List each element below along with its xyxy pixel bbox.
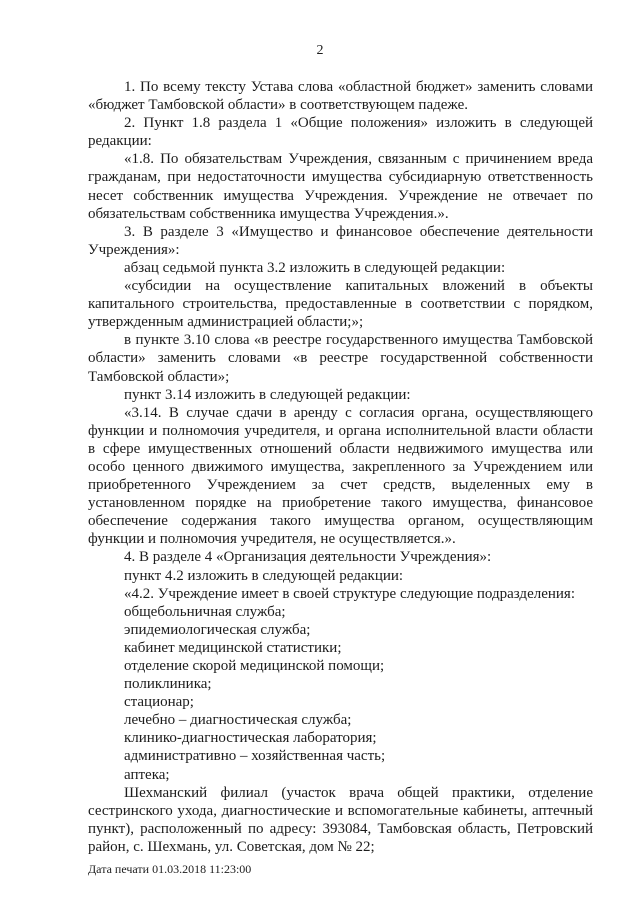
paragraph-9: «3.14. В случае сдачи в аренду с согласия органа, осуществляющего функции и полномочия учредителя, и органа исполнительной власти области в сфере имущественных отношений области недвижимого имущества или особо ценного движимого имущества, закрепленного за Учреждением или приобретенного Учреждением за счет средств, выделенных ему в установленном порядке на приобретение такого имущества, финансовое обеспечение содержания такого имущества органом, осуществляющим функции и полномочия учредителя, не осуществляется.». (88, 404, 593, 548)
subdivision-list (88, 603, 593, 784)
paragraph-8: пункт 3.14 изложить в следующей редакции: (124, 386, 411, 403)
paragraph-6: «субсидии на осуществление капитальных вложений в объекты капитального строительства, предоставленные в соответствии с порядком, утвержденным администрацией области;»; (88, 278, 593, 331)
paragraph-5: абзац седьмой пункта 3.2 изложить в следующей редакции: (124, 259, 506, 276)
list-item: клинико-диагностическая лаборатория; (124, 730, 377, 747)
document-body (88, 78, 593, 856)
list-item: кабинет медицинской статистики; (124, 639, 342, 656)
branch-paragraph: Шехманский филиал (участок врача общей практики, отделение сестринского ухода, диагностические и вспомогательные кабинеты, аптечный пункт), расположенный по адресу: 393084, Тамбовская область, Петровский район, с. Шехмань, ул. Советская, дом № 22; (88, 784, 593, 855)
list-item: поликлиника; (124, 676, 212, 693)
paragraph-11: пункт 4.2 изложить в следующей редакции: (124, 567, 404, 584)
list-item: аптека; (124, 766, 170, 783)
paragraph-1: 1. По всему тексту Устава слова «областной бюджет» заменить словами «бюджет Тамбовской области» в соответствующем падеже. (88, 79, 593, 114)
list-item: отделение скорой медицинской помощи; (124, 658, 385, 674)
page-number: 2 (316, 43, 324, 58)
list-item: стационар; (124, 694, 194, 711)
paragraph-3: «1.8. По обязательствам Учреждения, связанным с причинением вреда гражданам, при недостаточности имущества субсидиарную ответственность несет собственник имущества Учреждения. Учреждение не отвечает по обязательствам собственника имущества Учреждения.». (88, 151, 593, 222)
list-item: административно – хозяйственная часть; (124, 748, 386, 765)
list-item: эпидемиологическая служба; (124, 621, 311, 638)
paragraph-2: 2. Пункт 1.8 раздела 1 «Общие положения» изложить в следующей редакции: (88, 115, 593, 150)
list-item: лечебно – диагностическая служба; (124, 712, 352, 729)
paragraph-4: 3. В разделе 3 «Имущество и финансовое обеспечение деятельности Учреждения»: (88, 223, 593, 258)
list-item: общебольничная служба; (124, 603, 286, 620)
print-date-footer: Дата печати 01.03.2018 11:23:00 (88, 862, 252, 876)
paragraph-7: в пункте 3.10 слова «в реестре государственного имущества Тамбовской области» заменить словами «в реестре государственной собственности Тамбовской области»; (88, 332, 593, 385)
paragraph-12: «4.2. Учреждение имеет в своей структуре следующие подразделения: (124, 585, 575, 602)
paragraph-10: 4. В разделе 4 «Организация деятельности Учреждения»: (124, 549, 492, 566)
